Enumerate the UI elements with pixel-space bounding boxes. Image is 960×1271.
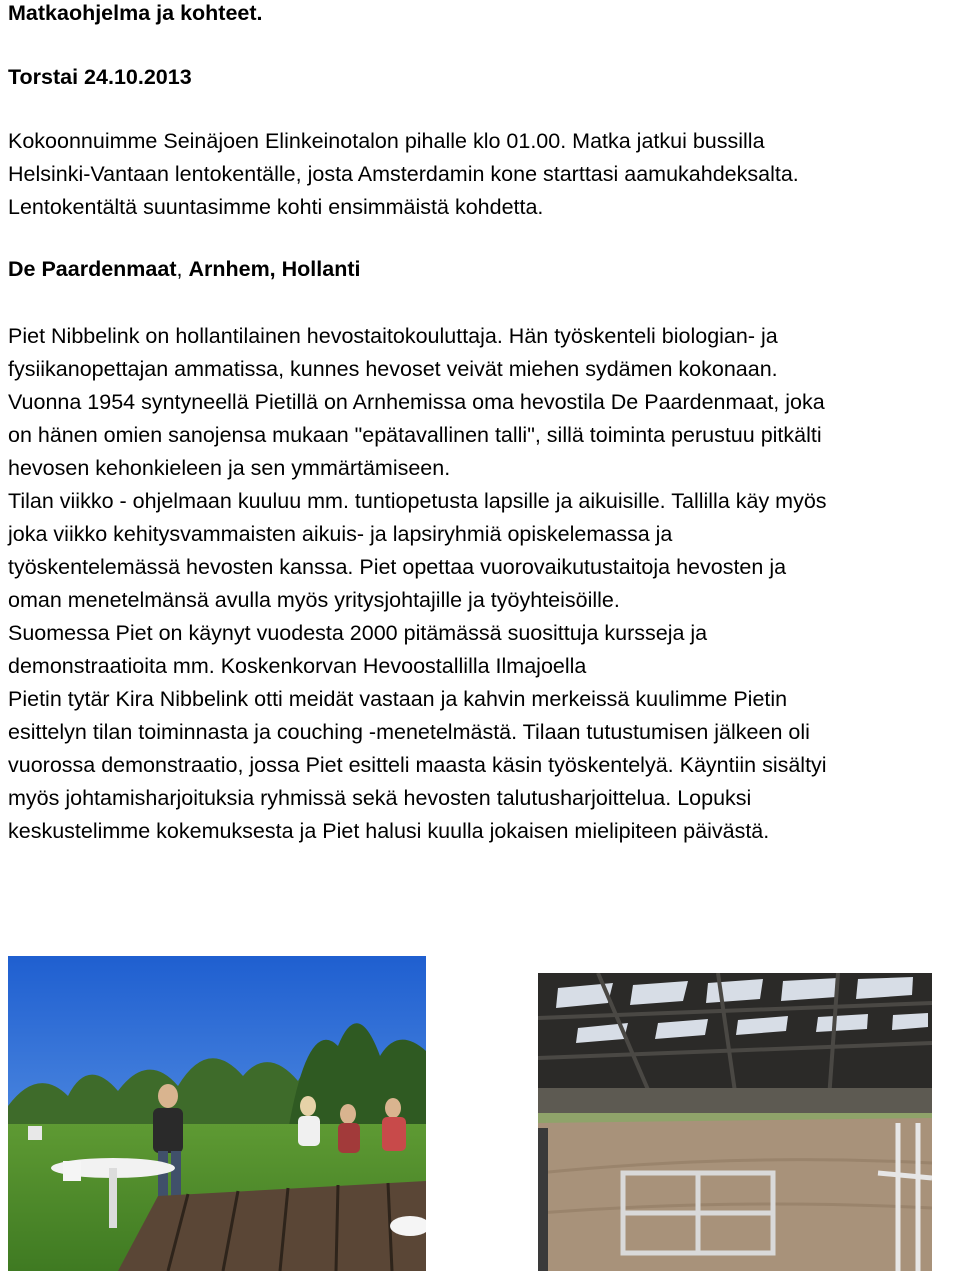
body-line: on hänen omien sanojensa mukaan "epätavallinen talli", sillä toiminta perustuu pitkälti <box>8 423 822 447</box>
intro-line: Helsinki-Vantaan lentokentälle, josta Amsterdamin kone starttasi aamukahdeksalta. <box>8 162 799 186</box>
destination-separator: , <box>176 257 189 281</box>
body-line: demonstraatioita mm. Koskenkorvan Hevoostallilla Ilmajoella <box>8 654 587 678</box>
body-paragraph <box>8 320 827 848</box>
body-line: myös johtamisharjoituksia ryhmissä sekä hevosten talutusharjoittelua. Lopuksi <box>8 786 752 810</box>
body-line: Tilan viikko - ohjelmaan kuuluu mm. tuntiopetusta lapsille ja aikuisille. Tallilla käy myös <box>8 489 827 513</box>
photo-outdoor-terrace-image <box>8 956 426 1271</box>
body-line: fysiikanopettajan ammatissa, kunnes hevoset veivät miehen sydämen kokonaan. <box>8 357 778 381</box>
date-heading: Torstai 24.10.2013 <box>8 65 192 89</box>
body-line: keskustelimme kokemuksesta ja Piet halusi kuulla jokaisen mielipiteen päivästä. <box>8 819 770 843</box>
destination-location: Arnhem, Hollanti <box>188 257 361 281</box>
destination-heading <box>8 253 360 286</box>
intro-line: Kokoonnuimme Seinäjoen Elinkeinotalon pihalle klo 01.00. Matka jatkui bussilla <box>8 129 765 153</box>
intro-line: Lentokentältä suuntasimme kohti ensimmäistä kohdetta. <box>8 195 544 219</box>
body-line: työskentelemässä hevosten kanssa. Piet opettaa vuorovaikutustaitoja hevosten ja <box>8 555 787 579</box>
photo-riding-arena <box>538 973 932 1271</box>
photo-riding-arena-image <box>538 973 932 1271</box>
body-line: joka viikko kehitysvammaisten aikuis- ja lapsiryhmiä opiskelemassa ja <box>8 522 673 546</box>
body-line: Suomessa Piet on käynyt vuodesta 2000 pitämässä suosittuja kursseja ja <box>8 621 708 645</box>
document-title: Matkaohjelma ja kohteet. <box>8 1 263 25</box>
photo-outdoor-terrace <box>8 956 426 1271</box>
body-line: Vuonna 1954 syntyneellä Pietillä on Arnhemissa oma hevostila De Paardenmaat, joka <box>8 390 825 414</box>
body-line: hevosen kehonkieleen ja sen ymmärtämiseen. <box>8 456 451 480</box>
body-line: oman menetelmänsä avulla myös yritysjohtajille ja työyhteisöille. <box>8 588 620 612</box>
body-line: esittelyn tilan toiminnasta ja couching -menetelmästä. Tilaan tutustumisen jälkeen oli <box>8 720 810 744</box>
body-line: vuorossa demonstraatio, jossa Piet esitteli maasta käsin työskentelyä. Käyntiin sisältyi <box>8 753 827 777</box>
body-line: Pietin tytär Kira Nibbelink otti meidät vastaan ja kahvin merkeissä kuulimme Pietin <box>8 687 788 711</box>
destination-name: De Paardenmaat <box>8 257 177 281</box>
intro-paragraph <box>8 125 799 224</box>
body-line: Piet Nibbelink on hollantilainen hevostaitokouluttaja. Hän työskenteli biologian- ja <box>8 324 778 348</box>
